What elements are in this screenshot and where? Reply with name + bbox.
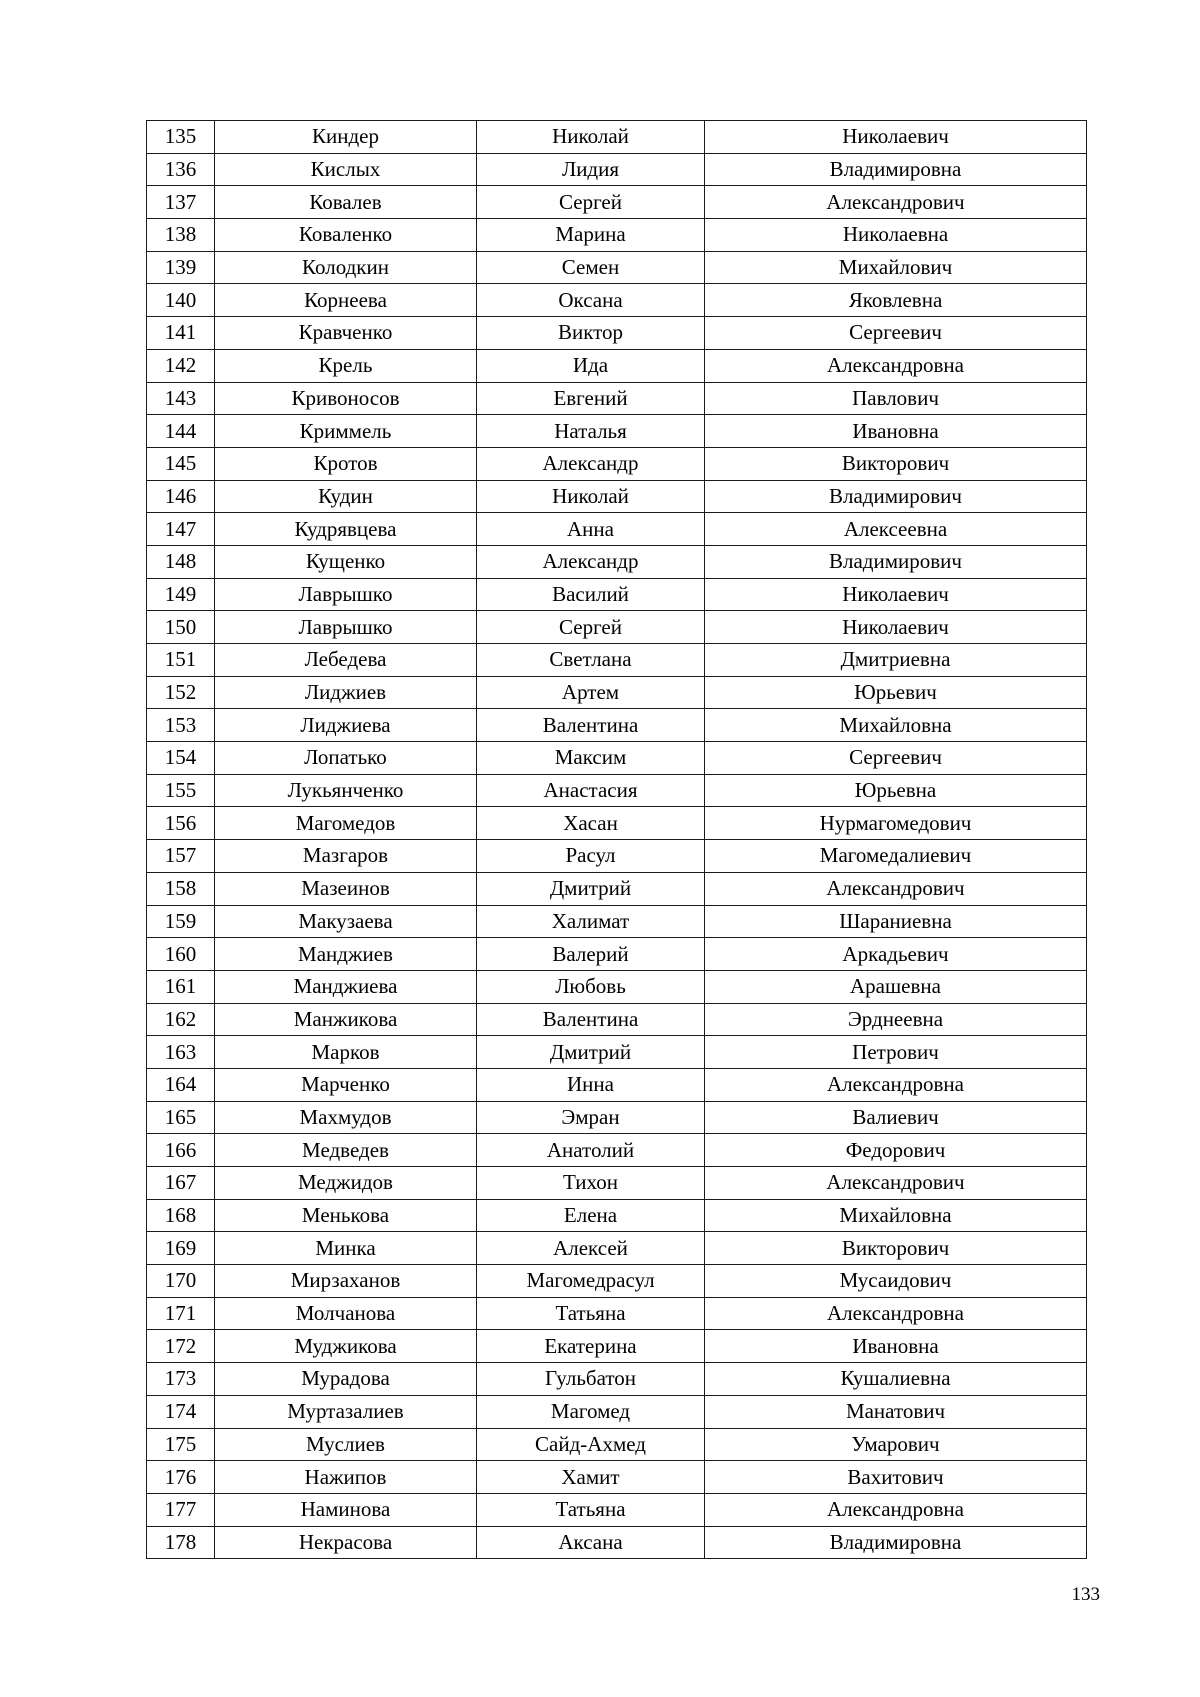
first-name-cell: Эмран	[477, 1101, 705, 1134]
row-number-cell: 149	[147, 578, 215, 611]
table-row	[147, 1265, 1087, 1298]
surname-cell: Кущенко	[215, 545, 477, 578]
table-row	[147, 545, 1087, 578]
row-number-cell: 135	[147, 121, 215, 154]
first-name-cell: Магомедрасул	[477, 1265, 705, 1298]
first-name-cell: Дмитрий	[477, 1036, 705, 1069]
patronymic-cell: Александровна	[705, 1493, 1087, 1526]
surname-cell: Менькова	[215, 1199, 477, 1232]
surname-cell: Лиджиев	[215, 676, 477, 709]
surname-cell: Кравченко	[215, 317, 477, 350]
row-number-cell: 165	[147, 1101, 215, 1134]
row-number-cell: 152	[147, 676, 215, 709]
first-name-cell: Наталья	[477, 415, 705, 448]
surname-cell: Корнеева	[215, 284, 477, 317]
row-number-cell: 173	[147, 1363, 215, 1396]
surname-cell: Мазеинов	[215, 872, 477, 905]
surname-cell: Муслиев	[215, 1428, 477, 1461]
surname-cell: Нажипов	[215, 1461, 477, 1494]
first-name-cell: Анна	[477, 513, 705, 546]
table-row	[147, 1167, 1087, 1200]
row-number-cell: 157	[147, 840, 215, 873]
table-row	[147, 153, 1087, 186]
first-name-cell: Валерий	[477, 938, 705, 971]
first-name-cell: Гульбатон	[477, 1363, 705, 1396]
row-number-cell: 141	[147, 317, 215, 350]
surname-cell: Мурадова	[215, 1363, 477, 1396]
surname-cell: Магомедов	[215, 807, 477, 840]
row-number-cell: 160	[147, 938, 215, 971]
row-number-cell: 163	[147, 1036, 215, 1069]
row-number-cell: 159	[147, 905, 215, 938]
surname-cell: Колодкин	[215, 251, 477, 284]
surname-cell: Лопатько	[215, 742, 477, 775]
first-name-cell: Тихон	[477, 1167, 705, 1200]
surname-cell: Мазгаров	[215, 840, 477, 873]
row-number-cell: 137	[147, 186, 215, 219]
first-name-cell: Валентина	[477, 709, 705, 742]
patronymic-cell: Шараниевна	[705, 905, 1087, 938]
row-number-cell: 144	[147, 415, 215, 448]
patronymic-cell: Николаевич	[705, 611, 1087, 644]
surname-cell: Минка	[215, 1232, 477, 1265]
row-number-cell: 175	[147, 1428, 215, 1461]
surname-cell: Коваленко	[215, 219, 477, 252]
surname-cell: Лебедева	[215, 644, 477, 677]
surname-cell: Лукьянченко	[215, 774, 477, 807]
first-name-cell: Оксана	[477, 284, 705, 317]
table-row	[147, 219, 1087, 252]
row-number-cell: 171	[147, 1297, 215, 1330]
table-row	[147, 742, 1087, 775]
patronymic-cell: Дмитриевна	[705, 644, 1087, 677]
first-name-cell: Артем	[477, 676, 705, 709]
patronymic-cell: Викторович	[705, 447, 1087, 480]
names-table-body	[147, 121, 1087, 1559]
first-name-cell: Максим	[477, 742, 705, 775]
table-row	[147, 1134, 1087, 1167]
page-number: 133	[1071, 1584, 1100, 1605]
patronymic-cell: Аркадьевич	[705, 938, 1087, 971]
table-row	[147, 1036, 1087, 1069]
table-row	[147, 1428, 1087, 1461]
surname-cell: Манджиев	[215, 938, 477, 971]
patronymic-cell: Юрьевна	[705, 774, 1087, 807]
first-name-cell: Анастасия	[477, 774, 705, 807]
patronymic-cell: Валиевич	[705, 1101, 1087, 1134]
row-number-cell: 161	[147, 970, 215, 1003]
table-row	[147, 284, 1087, 317]
table-row	[147, 611, 1087, 644]
first-name-cell: Семен	[477, 251, 705, 284]
surname-cell: Муртазалиев	[215, 1395, 477, 1428]
first-name-cell: Лидия	[477, 153, 705, 186]
patronymic-cell: Александровна	[705, 349, 1087, 382]
surname-cell: Киндер	[215, 121, 477, 154]
patronymic-cell: Нурмагомедович	[705, 807, 1087, 840]
row-number-cell: 150	[147, 611, 215, 644]
table-row	[147, 1297, 1087, 1330]
table-row	[147, 349, 1087, 382]
table-row	[147, 578, 1087, 611]
first-name-cell: Елена	[477, 1199, 705, 1232]
table-row	[147, 1199, 1087, 1232]
patronymic-cell: Кушалиевна	[705, 1363, 1087, 1396]
first-name-cell: Николай	[477, 121, 705, 154]
table-row	[147, 1330, 1087, 1363]
patronymic-cell: Александрович	[705, 186, 1087, 219]
first-name-cell: Ида	[477, 349, 705, 382]
row-number-cell: 172	[147, 1330, 215, 1363]
row-number-cell: 151	[147, 644, 215, 677]
surname-cell: Ковалев	[215, 186, 477, 219]
patronymic-cell: Александровна	[705, 1297, 1087, 1330]
surname-cell: Лаврышко	[215, 611, 477, 644]
first-name-cell: Виктор	[477, 317, 705, 350]
row-number-cell: 162	[147, 1003, 215, 1036]
table-row	[147, 447, 1087, 480]
patronymic-cell: Николаевич	[705, 578, 1087, 611]
row-number-cell: 153	[147, 709, 215, 742]
surname-cell: Кротов	[215, 447, 477, 480]
first-name-cell: Расул	[477, 840, 705, 873]
first-name-cell: Валентина	[477, 1003, 705, 1036]
patronymic-cell: Владимирович	[705, 545, 1087, 578]
patronymic-cell: Михайловна	[705, 1199, 1087, 1232]
row-number-cell: 164	[147, 1068, 215, 1101]
row-number-cell: 147	[147, 513, 215, 546]
table-row	[147, 774, 1087, 807]
first-name-cell: Татьяна	[477, 1297, 705, 1330]
first-name-cell: Светлана	[477, 644, 705, 677]
surname-cell: Марков	[215, 1036, 477, 1069]
surname-cell: Меджидов	[215, 1167, 477, 1200]
first-name-cell: Хасан	[477, 807, 705, 840]
row-number-cell: 167	[147, 1167, 215, 1200]
row-number-cell: 140	[147, 284, 215, 317]
first-name-cell: Марина	[477, 219, 705, 252]
first-name-cell: Евгений	[477, 382, 705, 415]
patronymic-cell: Николаевич	[705, 121, 1087, 154]
surname-cell: Кислых	[215, 153, 477, 186]
surname-cell: Лиджиева	[215, 709, 477, 742]
patronymic-cell: Михайловна	[705, 709, 1087, 742]
table-row	[147, 676, 1087, 709]
patronymic-cell: Николаевна	[705, 219, 1087, 252]
surname-cell: Некрасова	[215, 1526, 477, 1559]
surname-cell: Махмудов	[215, 1101, 477, 1134]
table-row	[147, 872, 1087, 905]
table-row	[147, 1493, 1087, 1526]
surname-cell: Наминова	[215, 1493, 477, 1526]
row-number-cell: 174	[147, 1395, 215, 1428]
patronymic-cell: Павлович	[705, 382, 1087, 415]
patronymic-cell: Ивановна	[705, 415, 1087, 448]
row-number-cell: 145	[147, 447, 215, 480]
row-number-cell: 170	[147, 1265, 215, 1298]
first-name-cell: Аксана	[477, 1526, 705, 1559]
surname-cell: Макузаева	[215, 905, 477, 938]
surname-cell: Манджиева	[215, 970, 477, 1003]
first-name-cell: Дмитрий	[477, 872, 705, 905]
table-row	[147, 1101, 1087, 1134]
patronymic-cell: Яковлевна	[705, 284, 1087, 317]
first-name-cell: Анатолий	[477, 1134, 705, 1167]
table-row	[147, 480, 1087, 513]
row-number-cell: 154	[147, 742, 215, 775]
first-name-cell: Николай	[477, 480, 705, 513]
table-row	[147, 121, 1087, 154]
first-name-cell: Алексей	[477, 1232, 705, 1265]
patronymic-cell: Федорович	[705, 1134, 1087, 1167]
patronymic-cell: Владимировна	[705, 153, 1087, 186]
table-row	[147, 1003, 1087, 1036]
patronymic-cell: Михайлович	[705, 251, 1087, 284]
first-name-cell: Сергей	[477, 186, 705, 219]
table-row	[147, 186, 1087, 219]
patronymic-cell: Магомедалиевич	[705, 840, 1087, 873]
patronymic-cell: Арашевна	[705, 970, 1087, 1003]
table-row	[147, 1232, 1087, 1265]
row-number-cell: 143	[147, 382, 215, 415]
table-row	[147, 1461, 1087, 1494]
patronymic-cell: Умарович	[705, 1428, 1087, 1461]
row-number-cell: 177	[147, 1493, 215, 1526]
row-number-cell: 136	[147, 153, 215, 186]
row-number-cell: 156	[147, 807, 215, 840]
surname-cell: Марченко	[215, 1068, 477, 1101]
surname-cell: Мирзаханов	[215, 1265, 477, 1298]
table-row	[147, 317, 1087, 350]
first-name-cell: Магомед	[477, 1395, 705, 1428]
surname-cell: Молчанова	[215, 1297, 477, 1330]
table-row	[147, 1395, 1087, 1428]
row-number-cell: 176	[147, 1461, 215, 1494]
patronymic-cell: Викторович	[705, 1232, 1087, 1265]
surname-cell: Лаврышко	[215, 578, 477, 611]
table-row	[147, 415, 1087, 448]
row-number-cell: 146	[147, 480, 215, 513]
first-name-cell: Инна	[477, 1068, 705, 1101]
surname-cell: Криммель	[215, 415, 477, 448]
patronymic-cell: Мусаидович	[705, 1265, 1087, 1298]
patronymic-cell: Манатович	[705, 1395, 1087, 1428]
patronymic-cell: Юрьевич	[705, 676, 1087, 709]
table-row	[147, 251, 1087, 284]
row-number-cell: 142	[147, 349, 215, 382]
patronymic-cell: Владимирович	[705, 480, 1087, 513]
patronymic-cell: Александрович	[705, 1167, 1087, 1200]
patronymic-cell: Сергеевич	[705, 317, 1087, 350]
table-row	[147, 644, 1087, 677]
first-name-cell: Сергей	[477, 611, 705, 644]
table-row	[147, 840, 1087, 873]
row-number-cell: 169	[147, 1232, 215, 1265]
table-row	[147, 382, 1087, 415]
patronymic-cell: Эрднеевна	[705, 1003, 1087, 1036]
first-name-cell: Халимат	[477, 905, 705, 938]
first-name-cell: Любовь	[477, 970, 705, 1003]
table-row	[147, 1068, 1087, 1101]
surname-cell: Крель	[215, 349, 477, 382]
first-name-cell: Сайд-Ахмед	[477, 1428, 705, 1461]
table-row	[147, 938, 1087, 971]
row-number-cell: 155	[147, 774, 215, 807]
first-name-cell: Василий	[477, 578, 705, 611]
first-name-cell: Екатерина	[477, 1330, 705, 1363]
surname-cell: Кудин	[215, 480, 477, 513]
row-number-cell: 138	[147, 219, 215, 252]
patronymic-cell: Петрович	[705, 1036, 1087, 1069]
row-number-cell: 158	[147, 872, 215, 905]
surname-cell: Кривоносов	[215, 382, 477, 415]
row-number-cell: 166	[147, 1134, 215, 1167]
patronymic-cell: Вахитович	[705, 1461, 1087, 1494]
surname-cell: Кудрявцева	[215, 513, 477, 546]
patronymic-cell: Владимировна	[705, 1526, 1087, 1559]
row-number-cell: 148	[147, 545, 215, 578]
first-name-cell: Хамит	[477, 1461, 705, 1494]
first-name-cell: Татьяна	[477, 1493, 705, 1526]
surname-cell: Муджикова	[215, 1330, 477, 1363]
row-number-cell: 178	[147, 1526, 215, 1559]
row-number-cell: 168	[147, 1199, 215, 1232]
table-row	[147, 1526, 1087, 1559]
surname-cell: Медведев	[215, 1134, 477, 1167]
first-name-cell: Александр	[477, 545, 705, 578]
table-row	[147, 1363, 1087, 1396]
patronymic-cell: Александрович	[705, 872, 1087, 905]
first-name-cell: Александр	[477, 447, 705, 480]
table-row	[147, 513, 1087, 546]
patronymic-cell: Алексеевна	[705, 513, 1087, 546]
names-table	[146, 120, 1087, 1559]
surname-cell: Манжикова	[215, 1003, 477, 1036]
table-row	[147, 970, 1087, 1003]
patronymic-cell: Ивановна	[705, 1330, 1087, 1363]
row-number-cell: 139	[147, 251, 215, 284]
table-row	[147, 905, 1087, 938]
patronymic-cell: Александровна	[705, 1068, 1087, 1101]
patronymic-cell: Сергеевич	[705, 742, 1087, 775]
table-row	[147, 709, 1087, 742]
table-row	[147, 807, 1087, 840]
